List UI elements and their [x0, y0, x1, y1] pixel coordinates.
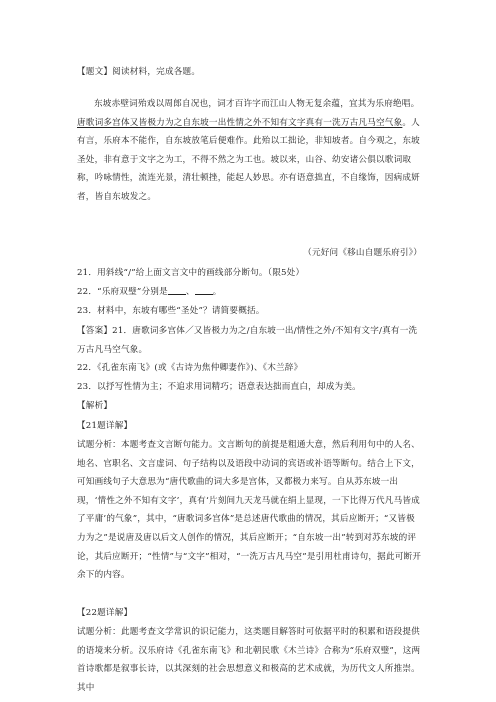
question-21: 21．用斜线“/”给上面文言文中的画线部分断句。（限5处） [77, 268, 305, 278]
answer-blank[interactable] [195, 285, 213, 295]
q22-explanation: 试题分析：此题考查文学常识的识记能力，这类题目解答时可依据平时的积累和语段提供的语境来分析。汉乐府诗《孔雀东南飞》和北朝民歌《木兰诗》合称为“乐府双璧”，这两首诗歌都是叙事长诗，以其深刻的社会思想意义和极高的艺术成就，为历代文人所推崇。其中 [77, 627, 421, 693]
question-title: 【题文】阅读材料，完成各题。 [77, 67, 201, 77]
analysis-label: 【解析】 [77, 401, 113, 411]
answer-blank[interactable] [168, 285, 186, 295]
answer-21: 【答案】21．唐歌词多宫体／又皆极力为之/自东坡一出/情性之外/不知有文字/真有一洗万古凡马空气象。 [77, 326, 418, 355]
passage-text-end: 。人有言，乐府本不能作，自东坡放笔后便难作。此殆以工拙论，非知坡者。自今观之，东坡圣处，非有意于文字之为工，不得不然之为工也。坡以来，山谷、幼安诸公俱以歌词取称，吟咏情性，流连光景，清壮顿挫，能起人妙思。亦有语意拙直，不自缘饰，因病成妍者，皆自东坡发之。 [77, 117, 420, 202]
q22-label: 【22题详解】 [77, 608, 133, 618]
answer-22: 22．《孔雀东南飞》(或《古诗为焦仲卿妻作》)、《木兰辞》 [77, 363, 303, 373]
question-23: 23．材料中，东坡有哪些“圣处”？请简要概括。 [77, 306, 265, 316]
question-22-prefix: 22．“乐府双璧”分别是 [77, 287, 168, 297]
answer-23: 23．以抒写性情为主；不追求用词精巧；语意表达拙而直白，却成为美。 [77, 382, 361, 392]
passage-paragraph [77, 95, 422, 207]
question-22-separator: 、 [185, 287, 195, 297]
passage-text: 东坡赤壁词殆戏以周郎自况也，词才百许字而江山人物无复余蕴，宜其为乐府绝唱。 [94, 99, 420, 109]
q21-explanation: 试题分析：本题考查文言断句能力。文言断句的前提是粗通大意，然后利用句中的人名、地名、官职名、文言虚词、句子结构以及语段中动词的宾语或补语等断句。结合上下文，可知画线句子大意思为“唐代歌曲的词大多是宫体，又都极力来写。自从苏东坡一出现，‘情性之外不知有文字’，真有‘片刻间九天龙马就在绢上显现，一下比得万代凡马皆成了平庸’的气象”，其中，“唐歌词多宫体”是总述唐代歌曲的情况，其后应断开；“又皆极力为之”是说唐及唐以后文人创作的情况，其后应断开；“自东坡一出”转到对苏东坡的评论，其后应断开；“性情”与“文字”相对，“一洗万古凡马空”是引用杜甫诗句，据此可断开余下的内容。 [77, 440, 422, 581]
passage-underlined-text: 唐歌词多宫体又皆极力为之自东坡一出性情之外不知有文字真有一洗万古凡马空气象 [77, 117, 403, 128]
q21-label: 【21题详解】 [77, 421, 133, 431]
question-22 [77, 283, 422, 302]
source-citation: （元好问《移山自题乐府引》） [303, 248, 422, 258]
question-22-suffix: 。 [212, 287, 222, 297]
